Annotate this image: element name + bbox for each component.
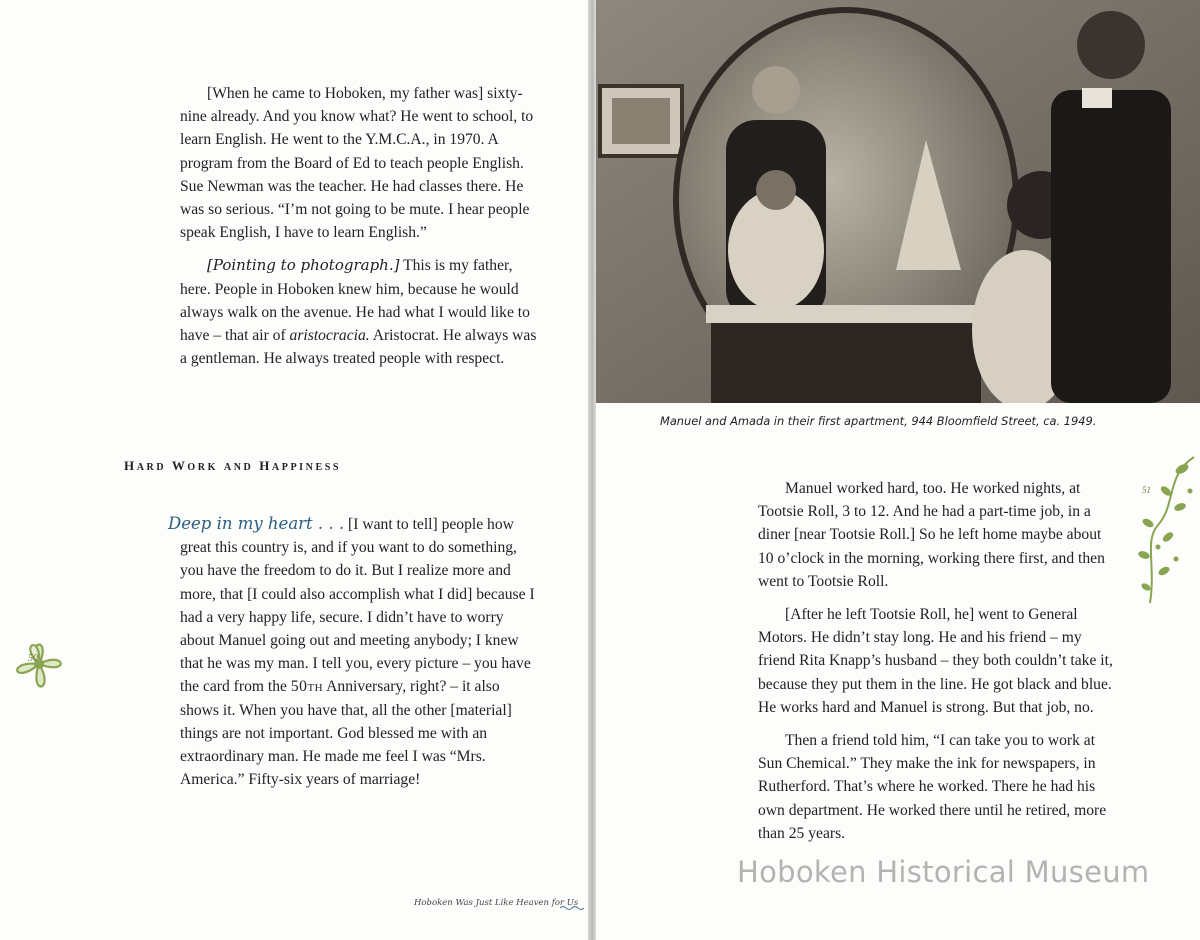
left-paragraph-1: [When he came to Hoboken, my father was] sixty-nine already. And you know what? He went to school, to learn English. He went to the Y.M.C.A., in 1970. A program from the Board of Ed to teach people English. Sue Newman was the teacher. He had classes there. He was so serious. “I’m not going to be mute. I hear people speak English, I have to learn English.” [180,85,534,242]
heading-rest: APPINESS [271,462,342,473]
lead-in: Deep in my heart . . . [168,514,345,533]
right-paragraph-3: Then a friend told him, “I can take you to work at Sun Chemical.” They make the ink for newspapers, in Rutherford. That’s where he worked. There he had his own department. He worked there until he retired, more than 25 years. [758,732,1107,842]
paragraph-2-text-a: This is my father, here. People in Hoboken knew him, because he would always walk on the avenue. He had what I would like to have – that air of [180,257,530,345]
page-number-left: 50 [28,653,38,664]
heading-initial: H [259,458,272,473]
heading-rest: ORK [187,462,219,473]
right-paragraph-1: Manuel worked hard, too. He worked nights, at Tootsie Roll, 3 to 12. And he had a part-time job, in a diner [near Tootsie Roll.] So he left home maybe about 10 o’clock in the morning, working there first, and then went to Tootsie Roll. [758,480,1105,590]
heading-initial: W [171,458,188,473]
running-footer: Hoboken Was Just Like Heaven for Us [414,898,579,908]
vine-ornament-icon [1136,455,1200,605]
heading-rest: ARD [136,462,167,473]
left-page [0,0,590,940]
right-paragraph-2: [After he left Tootsie Roll, he] went to General Motors. He didn’t stay long. He and his friend – my friend Rita Knapp’s husband – they both couldn’t take it, because they put them in the line. He got black and blue. He works hard and Manuel is strong. But that job, no. [758,606,1113,716]
paragraph-3-text-a: [I want to tell] people how great this country is, and if you want to do something, you have the freedom to do it. But I realize more and more, that [I could also accomplish what I did] because I had a very happy life, secure. I didn’t have to worry about Manuel going out and meeting anybody; I knew that he was my man. I tell you, every picture – you have the card from the [180,516,535,696]
section-heading [124,458,341,474]
watermark: Hoboken Historical Museum [737,855,1150,889]
italic-word: aristocracia. [289,327,370,345]
heading-rest: AND [223,462,254,473]
left-paragraph-3 [168,512,538,791]
left-paragraph-2 [180,254,538,370]
paragraph-2-text-b: Aristocrat. He always was a gentleman. He always treated people with respect. [180,327,537,368]
heading-initial: H [124,458,137,473]
right-text [758,477,1118,845]
paragraph-3-text-b: Anniversary, right? – it also shows it. When you have that, all the other [material] things are not important. God blessed me with an extraordinary man. He made me feel I was “Mrs. America.” Fifty-six years of marriage! [180,678,512,789]
left-text-upper [180,82,538,370]
right-page [596,0,1200,940]
left-text-lower [168,512,538,791]
historical-photograph [596,0,1200,403]
flower-ornament-icon [4,630,74,698]
photo-caption: Manuel and Amada in their first apartment, 944 Bloomfield Street, ca. 1949. [660,414,1097,428]
stage-direction: [Pointing to photograph.] [207,256,400,275]
wave-ornament-icon [560,905,584,911]
page-number-right: 51 [1142,485,1151,495]
anniversary-number: 50th [290,678,324,696]
